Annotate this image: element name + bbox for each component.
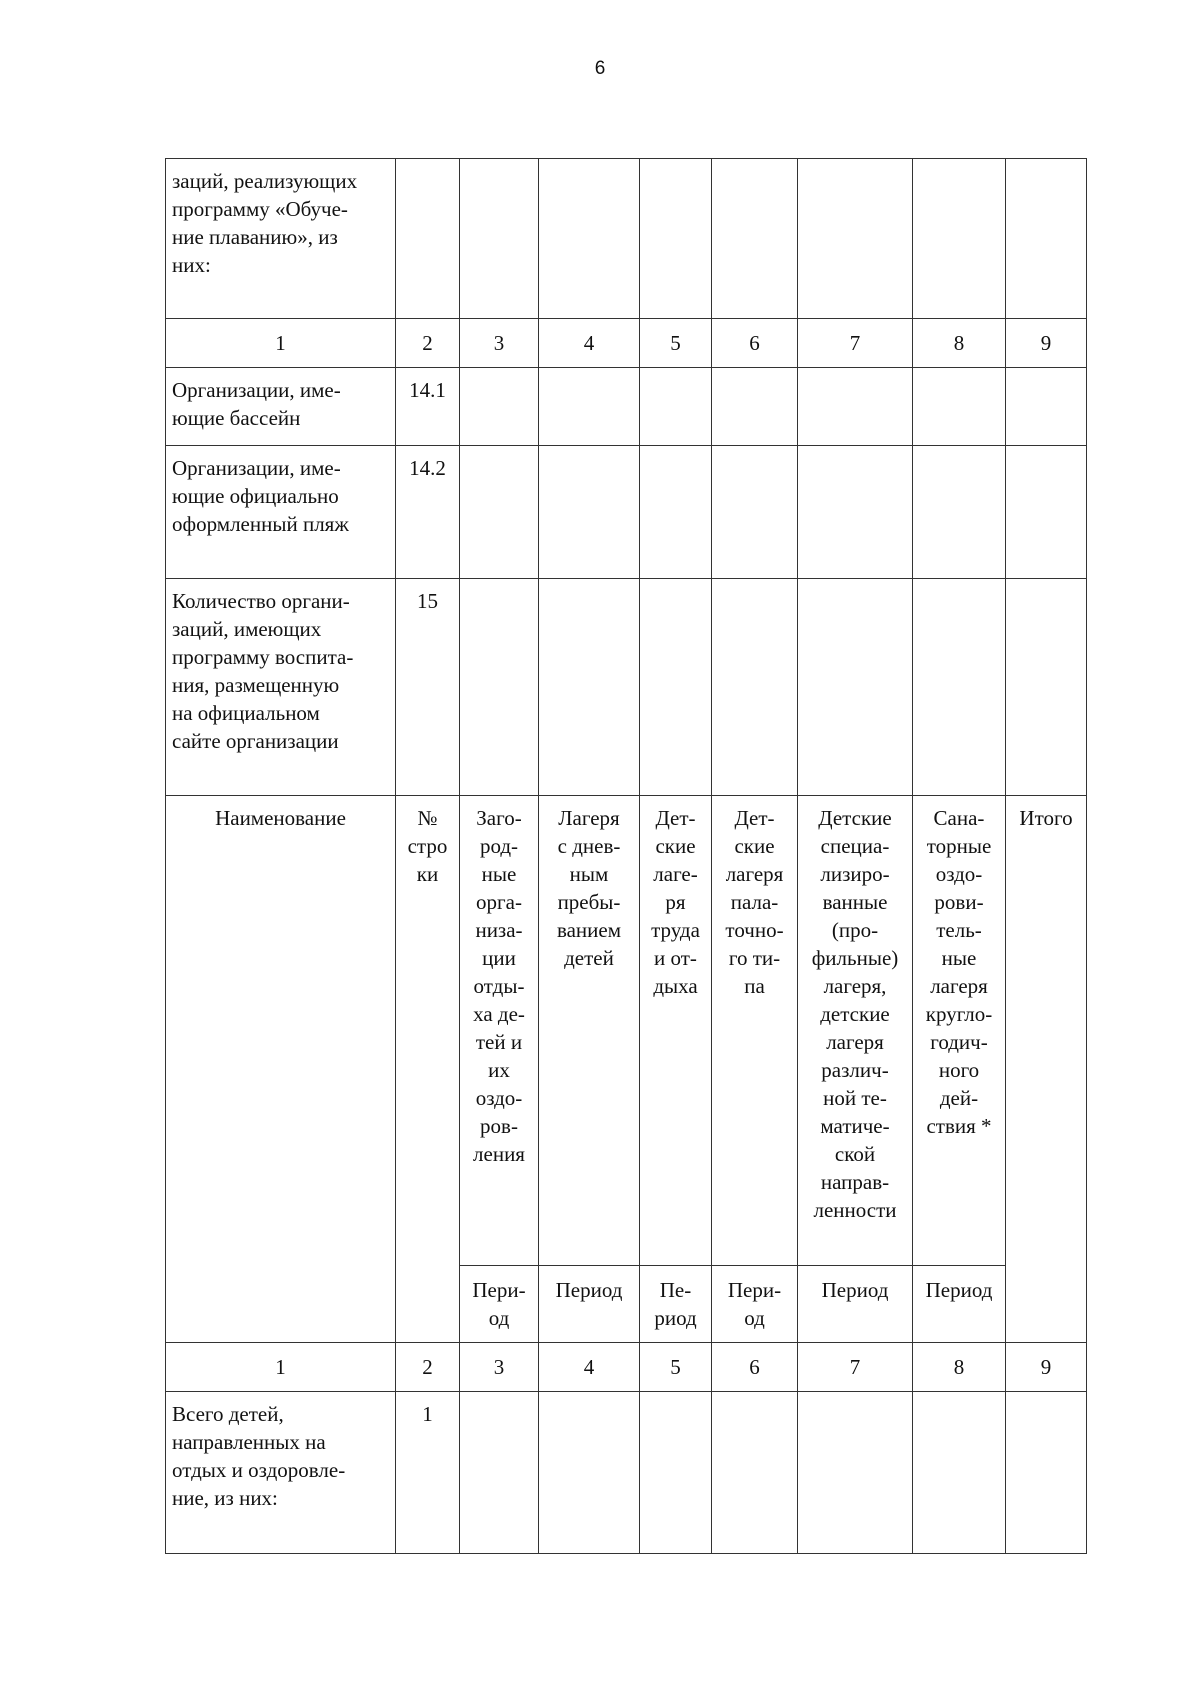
row-code: 14.1 (396, 368, 460, 446)
empty-cell (913, 579, 1006, 796)
row-code: 14.2 (396, 446, 460, 579)
empty-cell (798, 159, 913, 319)
header-row (166, 796, 1087, 1266)
empty-cell (640, 368, 712, 446)
header-column: Дет- ские лагеря пала- точно- го ти- па (712, 796, 798, 1266)
header-column: Лагеря с днев- ным пребы- ванием детей (539, 796, 640, 1266)
header-column: Сана- торные оздо- рови- тель- ные лагеря кругло- годич- ного дей- ствия * (913, 796, 1006, 1266)
header-column: Детские специа- лизиро- ванные (про- фильные) лагеря, детские лагеря различ- ной те- матиче- ской направ- ленности (798, 796, 913, 1266)
table-row (166, 368, 1087, 446)
empty-cell (913, 1392, 1006, 1554)
column-number: 8 (913, 1343, 1006, 1392)
column-numbers-row (166, 1343, 1087, 1392)
column-number: 7 (798, 319, 913, 368)
row-name: Организации, име- ющие официально оформленный пляж (166, 446, 396, 579)
period-cell: Период (798, 1266, 913, 1343)
empty-cell (460, 579, 539, 796)
statistics-table (165, 158, 1087, 1554)
header-name: Наименование (166, 796, 396, 1343)
empty-cell (539, 446, 640, 579)
header-column: Заго- род- ные орга- низа- ции отды- ха де- тей и их оздо- ров- ления (460, 796, 539, 1266)
empty-cell (640, 579, 712, 796)
table-row (166, 159, 1087, 319)
empty-cell (913, 159, 1006, 319)
empty-cell (460, 1392, 539, 1554)
empty-cell (1006, 159, 1087, 319)
column-number: 4 (539, 1343, 640, 1392)
empty-cell (712, 159, 798, 319)
row-name: Количество органи- заций, имеющих программу воспита- ния, размещенную на официальном сайте организации (166, 579, 396, 796)
row-code: 15 (396, 579, 460, 796)
column-number: 6 (712, 1343, 798, 1392)
empty-cell (539, 159, 640, 319)
empty-cell (1006, 579, 1087, 796)
row-code: 1 (396, 1392, 460, 1554)
empty-cell (798, 1392, 913, 1554)
row-name: Всего детей, направленных на отдых и оздоровле- ние, из них: (166, 1392, 396, 1554)
header-row-number: № стро ки (396, 796, 460, 1343)
period-cell: Пери- од (460, 1266, 539, 1343)
empty-cell (712, 446, 798, 579)
empty-cell (712, 368, 798, 446)
header-column: Дет- ские лаге- ря труда и от- дыха (640, 796, 712, 1266)
empty-cell (539, 1392, 640, 1554)
column-number: 5 (640, 319, 712, 368)
empty-cell (460, 446, 539, 579)
column-number: 1 (166, 319, 396, 368)
empty-cell (396, 159, 460, 319)
page-number: 6 (594, 58, 606, 79)
column-number: 9 (1006, 319, 1087, 368)
empty-cell (640, 159, 712, 319)
empty-cell (1006, 368, 1087, 446)
empty-cell (1006, 1392, 1087, 1554)
empty-cell (640, 1392, 712, 1554)
period-cell: Пери- од (712, 1266, 798, 1343)
table-row (166, 446, 1087, 579)
column-number: 5 (640, 1343, 712, 1392)
column-number: 9 (1006, 1343, 1087, 1392)
column-numbers-row (166, 319, 1087, 368)
empty-cell (1006, 446, 1087, 579)
empty-cell (798, 446, 913, 579)
table-row (166, 579, 1087, 796)
column-number: 4 (539, 319, 640, 368)
column-number: 1 (166, 1343, 396, 1392)
column-number: 3 (460, 1343, 539, 1392)
empty-cell (640, 446, 712, 579)
empty-cell (913, 446, 1006, 579)
column-number: 2 (396, 319, 460, 368)
column-number: 8 (913, 319, 1006, 368)
empty-cell (712, 579, 798, 796)
empty-cell (539, 368, 640, 446)
column-number: 2 (396, 1343, 460, 1392)
empty-cell (460, 159, 539, 319)
empty-cell (798, 368, 913, 446)
table-row (166, 1392, 1087, 1554)
empty-cell (712, 1392, 798, 1554)
column-number: 7 (798, 1343, 913, 1392)
empty-cell (798, 579, 913, 796)
column-number: 3 (460, 319, 539, 368)
period-cell: Период (913, 1266, 1006, 1343)
row-name: Организации, име- ющие бассейн (166, 368, 396, 446)
period-cell: Период (539, 1266, 640, 1343)
empty-cell (460, 368, 539, 446)
row-name: заций, реализующих программу «Обуче- ние плаванию», из них: (166, 159, 396, 319)
column-number: 6 (712, 319, 798, 368)
header-total: Итого (1006, 796, 1087, 1343)
empty-cell (539, 579, 640, 796)
empty-cell (913, 368, 1006, 446)
period-cell: Пе- риод (640, 1266, 712, 1343)
